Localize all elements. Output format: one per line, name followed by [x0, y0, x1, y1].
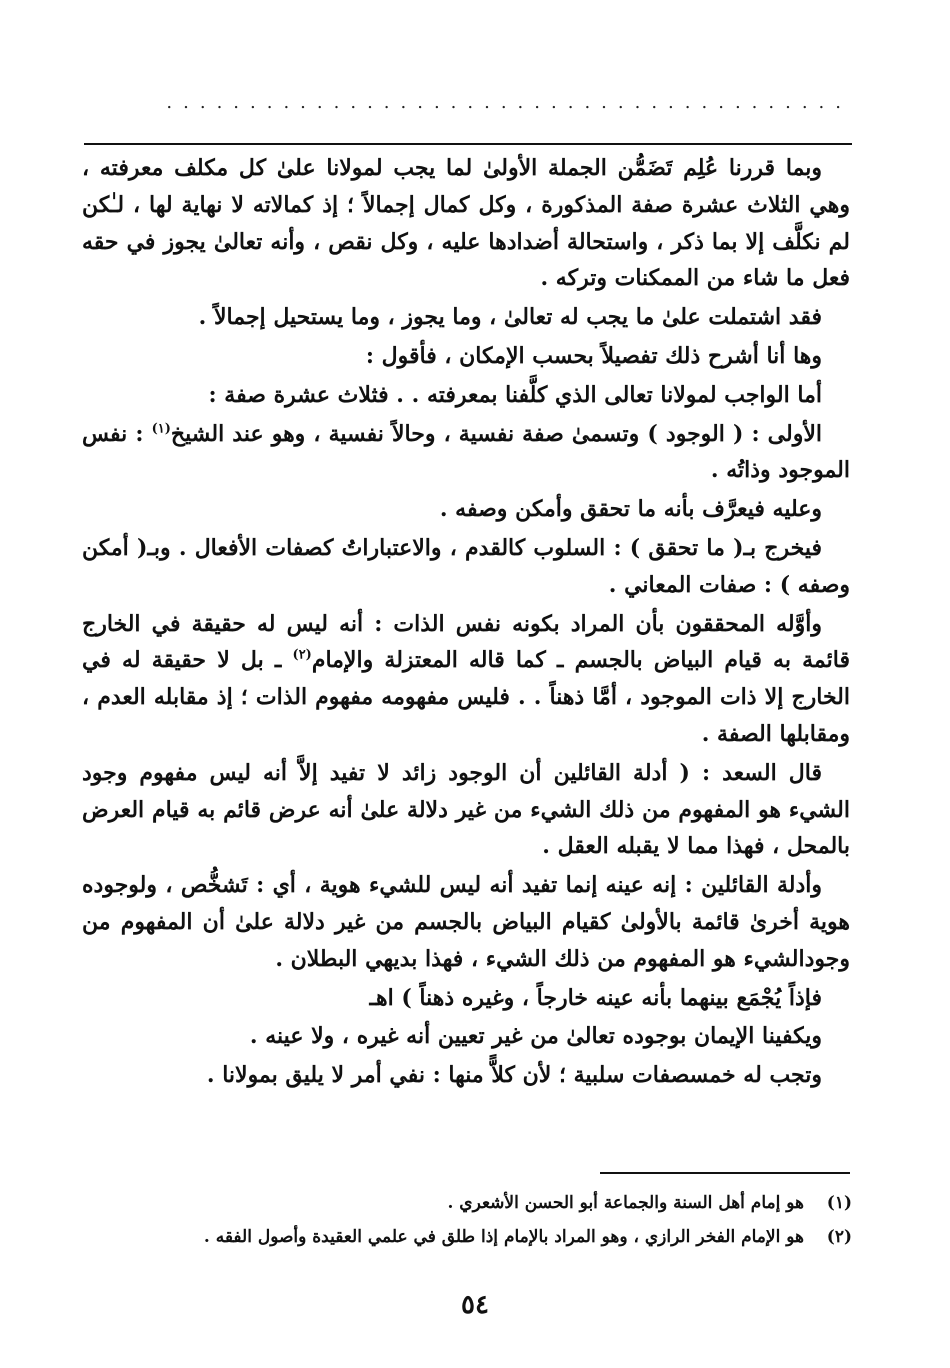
footnote-rule — [600, 1172, 850, 1174]
paragraph: ويكفينا الإيمان بوجوده تعالىٰ من غير تعيين أنه غيره ، ولا عينه . — [249, 1023, 822, 1050]
header-rule — [84, 143, 852, 145]
paragraph: وها أنا أشرح ذلك تفصيلاً بحسب الإمكان ، فأقول : — [365, 342, 822, 369]
paragraph: وتجب له خمسصفات سلبية ؛ لأن كلاًّ منها : نفي أمر لا يليق بمولانا . — [206, 1062, 822, 1089]
paragraph-interpretation — [82, 606, 850, 753]
paragraph: قال السعد : ( أدلة القائلين أن الوجود زائد لا تفيد إلاَّ أنه ليس مفهوم وجود الشيء هو المفهوم من ذلك الشيء من غير دلالة علىٰ أنه عرض قائم به قيام العرض بالمحل ، فهذا مما لا يقبله العقل . — [82, 759, 850, 860]
footnote-number: (١) — [826, 1193, 852, 1213]
header-dots: ......................................... — [166, 92, 852, 113]
paragraph: فقد اشتملت علىٰ ما يجب له تعالىٰ ، وما يجوز ، وما يستحيل إجمالاً . — [198, 304, 822, 331]
paragraph: فيخرج بـ( ما تحقق ) : السلوب كالقدم ، والاعتباراتُ كصفات الأفعال . وبـ( أمكن وصفه ) : صفات المعاني . — [82, 534, 850, 598]
paragraph: وعليه فيعرَّف بأنه ما تحقق وأمكن وصفه . — [439, 496, 822, 523]
footnote-ref-1: (١) — [151, 421, 171, 437]
footnotes — [100, 1186, 852, 1254]
paragraph: وبما قررنا عُلِم تَضَمُّن الجملة الأولىٰ لما يجب لمولانا علىٰ كل مكلف معرفته ، وهي الثلاث عشرة صفة المذكورة ، وكل كمال إجمالاً ؛ إذ كمالاته لا نهاية لها ، لـٰكن لم نكلَّف إلا بما ذكر ، واستحالة أضدادها عليه ، وكل نقص ، وأنه تعالىٰ يجوز في حقه فعل ما شاء من الممكنات وتركه . — [82, 155, 850, 292]
footnote-number: (٢) — [826, 1227, 852, 1247]
footnote-item — [100, 1220, 852, 1254]
paragraph-text: بل لا حقيقة له في الخارج إلا ذات الموجود ، أمَّا ذهناً . . فليس مفهومه مفهوم الذات ؛ إذ مقابله العدم ، ومقابلها الصفة . — [82, 647, 850, 747]
paragraph-text: ـ — [263, 647, 293, 674]
paragraph-text: الموجود وذاتُه . — [710, 457, 850, 484]
paragraph-text: : نفس — [82, 420, 152, 447]
footnote-item — [100, 1186, 852, 1220]
paragraph: وأدلة القائلين : إنه عينه إنما تفيد أنه ليس للشيء هوية ، أي : تَشخُّص ، ولوجوده هوية أخرىٰ قائمة بالأولىٰ كقيام البياض بالجسم من غير دلالة علىٰ أن المفهوم من وجودالشيء هو المفهوم من ذلك الشيء ، فهذا بديهي البطلان . — [82, 872, 850, 972]
paragraph-first-attribute — [82, 416, 850, 490]
paragraph: فإذاً يُجْمَع بينهما بأنه عينه خارجاً ، وغيره ذهناً ) اهـ — [369, 984, 822, 1011]
paragraph: أما الواجب لمولانا تعالى الذي كلَّفنا بمعرفته . . فثلاث عشرة صفة : — [208, 381, 822, 408]
paragraph-text: وأوَّله المحققون بأن المراد بكونه نفس الذات : أنه ليس له حقيقة في الخارج قائمة به قيام البياض بالجسم ـ كما قاله المعتزلة والإمام — [82, 610, 850, 674]
main-text — [82, 150, 850, 1096]
footnote-text: هو إمام أهل السنة والجماعة أبو الحسن الأشعري . — [447, 1193, 804, 1213]
footnote-text: هو الإمام الفخر الرازي ، وهو المراد بالإمام إذا طلق في علمي العقيدة وأصول الفقه . — [203, 1227, 804, 1247]
page-number: ٥٤ — [461, 1290, 489, 1320]
paragraph-text: الأولى : ( الوجود ) وتسمىٰ صفة نفسية ، وحالاً نفسية ، وهو عند الشيخ — [170, 420, 822, 447]
footnote-ref-2: (٢) — [292, 648, 312, 664]
